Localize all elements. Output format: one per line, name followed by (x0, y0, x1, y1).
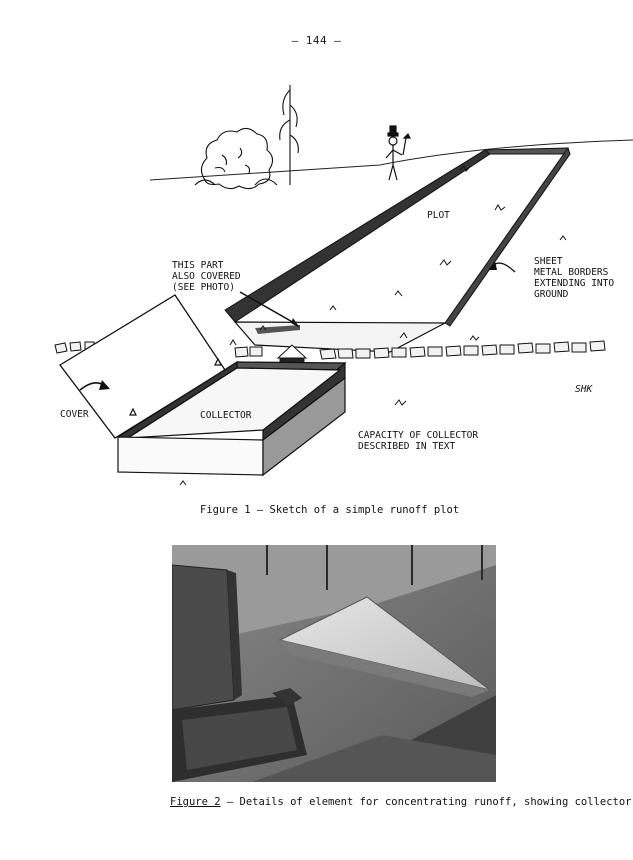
man-figure (386, 126, 410, 180)
page-number: – 144 – (291, 34, 342, 47)
label-collector: COLLECTOR (200, 410, 252, 421)
collector-photo-drawing (172, 545, 496, 782)
figure-1-sketch (0, 60, 633, 500)
label-plot: PLOT (427, 210, 450, 221)
figure-2-caption-prefix: Figure 2 (170, 796, 221, 808)
bush-drawing (195, 85, 298, 189)
figure-2-caption-text: – Details of element for concentrating runoff, showing collector (220, 796, 632, 808)
artist-signature: SHK (575, 384, 593, 395)
plot-borders (225, 148, 570, 352)
label-this-part: THIS PART ALSO COVERED (SEE PHOTO) (172, 260, 241, 293)
label-sheet-metal: SHEET METAL BORDERS EXTENDING INTO GROUND (534, 256, 615, 300)
label-cover: COVER (60, 409, 89, 420)
figure-2-caption (170, 796, 631, 808)
figure-2-photo (172, 545, 496, 782)
label-capacity: CAPACITY OF COLLECTOR DESCRIBED IN TEXT (358, 430, 479, 452)
figure-1-caption: Figure 1 – Sketch of a simple runoff plot (200, 504, 460, 516)
